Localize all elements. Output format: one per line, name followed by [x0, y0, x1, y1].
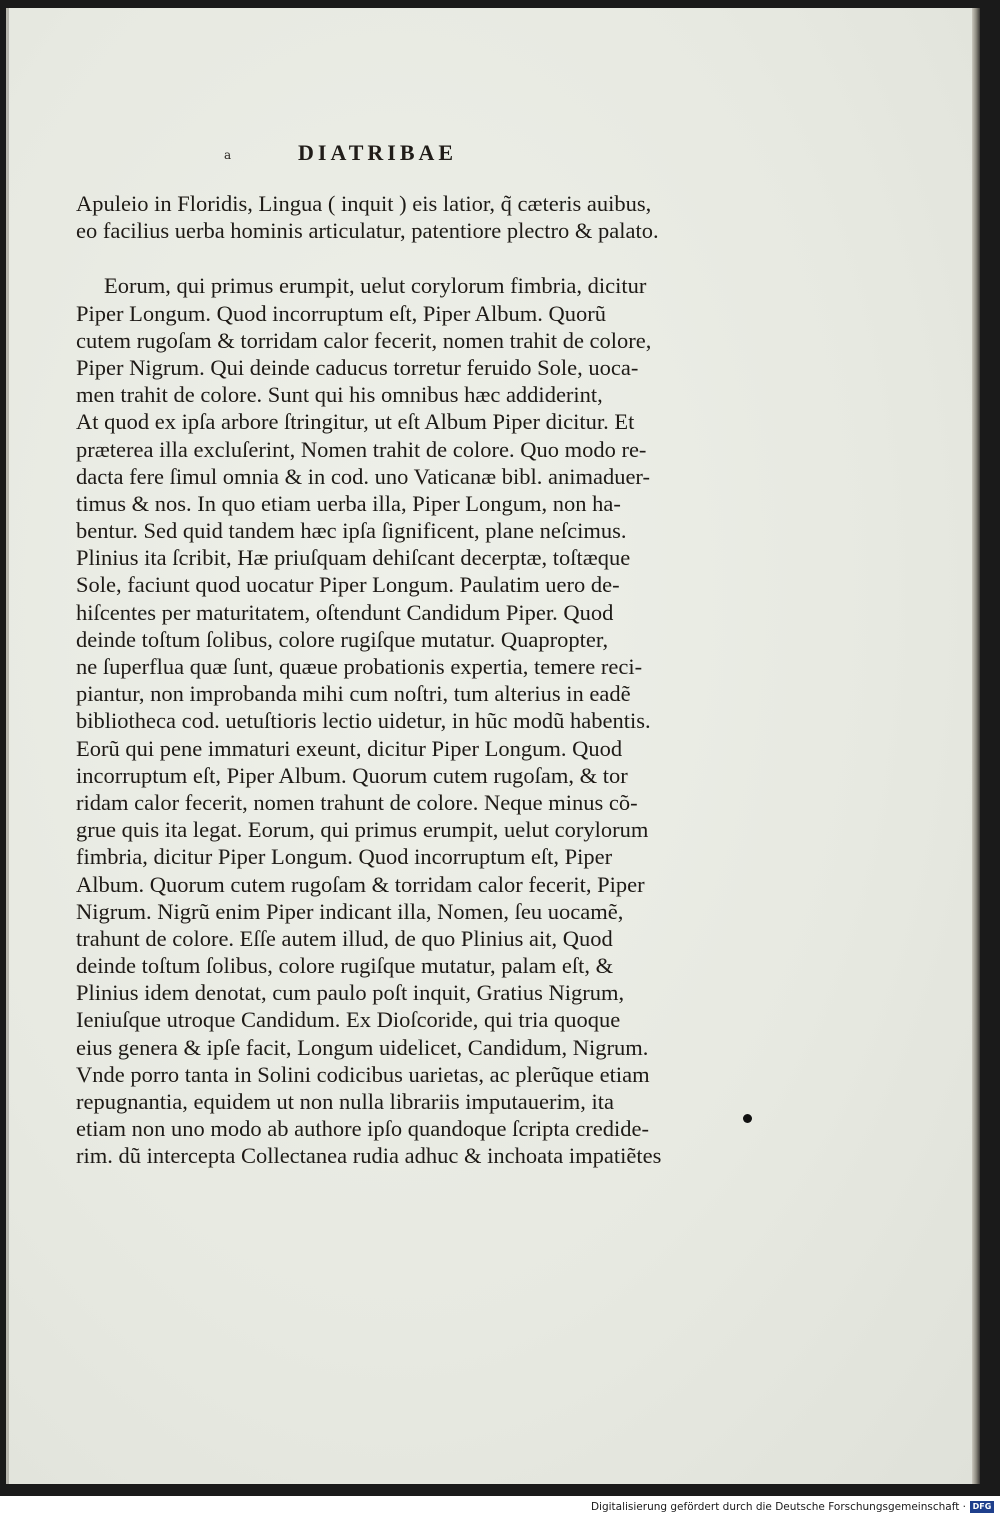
digitization-credit	[591, 1497, 994, 1516]
text-line: rim. dũ intercepta Collectanea rudia adhuc & inchoata impatiẽtes	[76, 1143, 662, 1169]
text-line: ridam calor fecerit, nomen trahunt de colore. Neque minus cõ-	[76, 789, 638, 815]
text-line: eo facilius uerba hominis articulatur, patentiore plectro & palato.	[76, 218, 659, 244]
text-line: ne ſuperflua quæ ſunt, quæue probationis expertia, temere reci-	[76, 654, 643, 679]
text-line: Piper Nigrum. Qui deinde caducus torretur feruido Sole, uoca-	[76, 354, 639, 380]
signature-mark: a	[224, 148, 232, 162]
text-line: trahunt de colore. Eſſe autem illud, de quo Plinius ait, Quod	[76, 925, 613, 951]
text-line: Piper Longum. Quod incorruptum eſt, Piper Album. Quorũ	[76, 300, 606, 326]
dfg-logo-icon: DFG	[970, 1501, 994, 1513]
text-line: repugnantia, equidem ut non nulla librariis imputauerim, ita	[76, 1089, 614, 1114]
text-line: Ieniuſque utroque Candidum. Ex Dioſcoride, qui tria quoque	[76, 1007, 621, 1033]
text-line: deinde toſtum ſolibus, colore rugiſque mutatur. Quapropter,	[76, 626, 609, 652]
text-line: Nigrum. Nigrũ enim Piper indicant illa, Nomen, ſeu uocamẽ,	[76, 898, 624, 924]
text-line: dacta fere ſimul omnia & in cod. uno Vaticanæ bibl. animaduer-	[76, 463, 650, 489]
text-line: fimbria, dicitur Piper Longum. Quod incorruptum eſt, Piper	[76, 844, 613, 870]
text-line: Eorum, qui primus erumpit, uelut corylorum fimbria, dicitur	[104, 273, 647, 299]
text-line: piantur, non improbanda mihi cum noſtri, tum alterius in eadẽ	[76, 681, 631, 707]
text-line: deinde toſtum ſolibus, colore rugiſque mutatur, palam eſt, &	[76, 953, 614, 979]
margin-dot-mark	[743, 1114, 752, 1123]
text-line: eius genera & ipſe facit, Longum uidelicet, Candidum, Nigrum.	[76, 1034, 649, 1060]
text-line: præterea illa excluſerint, Nomen trahit de colore. Quo modo re-	[76, 436, 647, 462]
text-line: incorruptum eſt, Piper Album. Quorum cutem rugoſam, & tor	[76, 762, 628, 788]
text-line: Vnde porro tanta in Solini codicibus uarietas, ac plerũque etiam	[76, 1061, 650, 1087]
text-line: cutem rugoſam & torridam calor fecerit, nomen trahit de colore,	[76, 327, 652, 353]
text-line: men trahit de colore. Sunt qui his omnibus hæc addiderint,	[76, 382, 603, 408]
text-line: Sole, faciunt quod uocatur Piper Longum. Paulatim uero de-	[76, 572, 620, 598]
credit-text: Digitalisierung gefördert durch die Deutsche Forschungsgemeinschaft ·	[590, 1500, 966, 1513]
text-line: Plinius idem denotat, cum paulo poſt inquit, Gratius Nigrum,	[76, 980, 625, 1006]
text-line: timus & nos. In quo etiam uerba illa, Piper Longum, non ha-	[76, 490, 621, 516]
text-line: Apuleio in Floridis, Lingua ( inquit ) eis latior, q̃ cæteris auibus,	[76, 191, 652, 216]
text-line: bentur. Sed quid tandem hæc ipſa ſignificent, plane neſcimus.	[76, 518, 627, 544]
text-line: Eorũ qui pene immaturi exeunt, dicitur Piper Longum. Quod	[76, 735, 623, 761]
text-line: bibliotheca cod. uetuſtioris lectio uidetur, in hũc modũ habentis.	[76, 708, 651, 734]
body-text	[76, 190, 706, 1170]
running-head-title: DIATRIBAE	[298, 140, 458, 165]
text-line: At quod ex ipſa arbore ſtringitur, ut eſt Album Piper dicitur. Et	[76, 409, 635, 435]
text-line: Plinius ita ſcribit, Hæ priuſquam dehiſcant decerptæ, toſtæque	[76, 545, 631, 571]
text-line: hiſcentes per maturitatem, oſtendunt Candidum Piper. Quod	[76, 599, 614, 625]
text-line: grue quis ita legat. Eorum, qui primus erumpit, uelut corylorum	[76, 817, 649, 843]
page-edge	[972, 8, 980, 1484]
running-head	[224, 140, 644, 172]
paragraph-gap	[76, 244, 706, 272]
text-line: etiam non uno modo ab authore ipſo quandoque ſcripta credide-	[76, 1116, 649, 1142]
text-line: Album. Quorum cutem rugoſam & torridam calor fecerit, Piper	[76, 871, 645, 897]
